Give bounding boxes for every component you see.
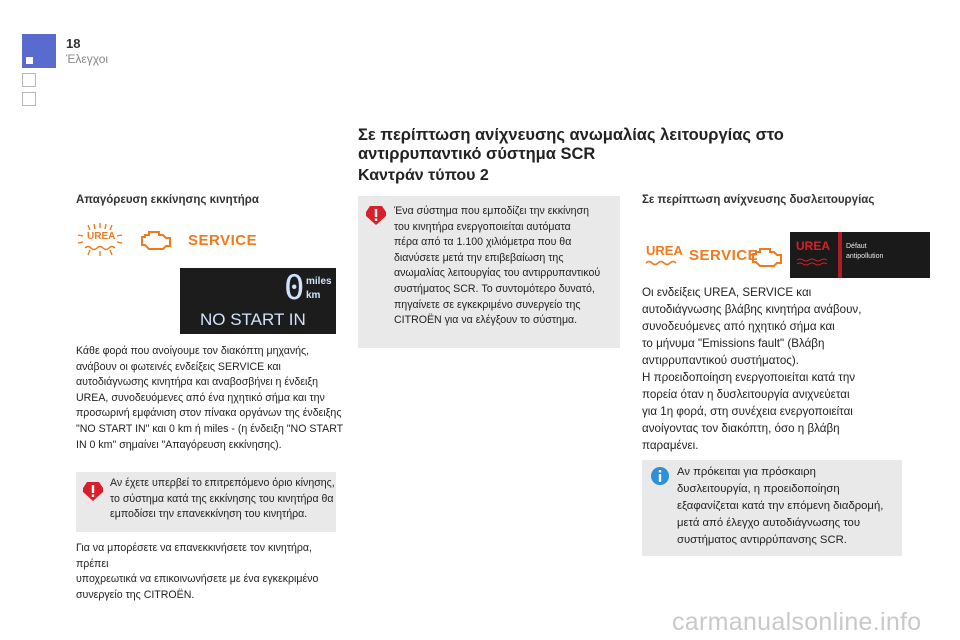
page-title-line: Σε περίπτωση ανίχνευσης ανωμαλίας λειτουργίας στο [358, 126, 784, 144]
text-line: υποχρεωτικά να επικοινωνήσετε με ένα εγκεκριμένο [76, 573, 319, 586]
display-value: 0 [284, 268, 305, 308]
text-line: το μήνυμα "Emissions fault" (Βλάβη [642, 337, 825, 350]
text-line: εξαφανίζεται κατά την επόμενη διαδρομή, [677, 500, 884, 512]
warning-icon [365, 204, 387, 226]
left-heading: Απαγόρευση εκκίνησης κινητήρα [76, 194, 259, 206]
text-line: διανύσετε μετά την επιβεβαίωση της [394, 251, 564, 264]
text-line: εμποδίσει την επανεκκίνηση του κινητήρα. [110, 508, 308, 521]
text-line: ανάβουν οι φωτεινές ενδείξεις SERVICE και [76, 360, 281, 373]
urea-wave-icon [796, 257, 830, 267]
text-line: IN 0 km" σημαίνει "Απαγόρευση εκκίνησης). [76, 438, 282, 451]
text-line: συνοδευόμενες από ηχητικό σήμα και [642, 320, 835, 333]
page-title [358, 126, 798, 164]
text-line: του κινητήρα ενεργοποιείται αυτόματα [394, 220, 571, 233]
page-number: 18 [66, 36, 81, 51]
warning-icon [82, 480, 104, 502]
chapter-tab-box [22, 73, 36, 87]
urea-label: UREA [646, 243, 683, 258]
section-label: Έλεγχοι [66, 52, 109, 66]
text-line: το σύστημα κατά της εκκίνησης του κινητήρα θα [110, 492, 334, 505]
left-body-text [76, 344, 346, 453]
display-unit-km: km [306, 290, 321, 301]
text-line: συστήματος SCR. Το συντομότερο δυνατό, [394, 282, 595, 295]
engine-icon [750, 244, 784, 270]
text-line: Η προειδοποίηση ενεργοποιείται κατά την [642, 371, 856, 384]
text-line: Για να μπορέσετε να επανεκκινήσετε τον κινητήρα, πρέπει [76, 542, 312, 570]
info-note-text [677, 464, 901, 549]
text-line: πηγαίνετε σε εγκεκριμένο συνεργείο της [394, 298, 581, 311]
warning-note-text [110, 476, 336, 523]
text-line: ανοίγοντας τον διακόπτη, όσο η βλάβη [642, 422, 840, 435]
urea-label: UREA [87, 231, 116, 242]
left-closing-text [76, 541, 346, 603]
engine-icon [139, 227, 173, 253]
text-line: παραμένει. [642, 439, 699, 452]
display-urea: UREA [796, 239, 831, 253]
text-line: αυτοδιάγνωσης βλάβης κινητήρα ανάβουν, [642, 303, 862, 316]
watermark: carmanualsonline.info [672, 608, 922, 636]
text-line: Οι ενδείξεις UREA, SERVICE και [642, 286, 812, 299]
service-label: SERVICE [188, 232, 258, 249]
middle-warning-text [394, 204, 618, 329]
info-icon [650, 466, 670, 486]
text-line: "NO START IN" και 0 km ή miles - (η ένδειξη "NO START [76, 422, 344, 435]
text-line: ανωμαλίας λειτουργίας του αντιρρυπαντικού [394, 267, 601, 280]
display-message: NO START IN [200, 310, 306, 329]
urea-wave-icon [645, 259, 681, 267]
text-line: συνεργείο της CITROËN. [76, 588, 195, 601]
display-divider [838, 232, 842, 278]
service-label: SERVICE [689, 247, 759, 264]
text-line: για 1η φορά, στη συνέχεια ενεργοποιείται [642, 405, 853, 418]
text-line: CITROËN για να ελέγξουν το σύστημα. [394, 314, 578, 327]
page-title-line: αντιρρυπαντικό σύστημα SCR [358, 145, 596, 163]
text-line: μετά από έλεγχο αυτοδιάγνωσης του [677, 517, 861, 529]
text-line: συστήματος αντιρρύπανσης SCR. [677, 534, 847, 546]
subtitle: Καντράν τύπου 2 [358, 167, 489, 184]
text-line: αυτοδιάγνωσης κινητήρα και αναβοσβήνει η ένδειξη [76, 376, 318, 389]
display-unit-miles: miles [306, 276, 332, 287]
text-line: Ένα σύστημα που εμποδίζει την εκκίνηση [394, 205, 590, 217]
chapter-tab-box [22, 92, 36, 106]
chapter-tab [22, 34, 56, 68]
text-line: πέρα από τα 1.100 χιλιόμετρα που θα [394, 236, 572, 249]
instrument-display [180, 268, 336, 334]
text-line: Κάθε φορά που ανοίγουμε τον διακόπτη μηχανής, [76, 345, 310, 357]
chapter-tab-marker [26, 57, 33, 64]
text-line: Αν πρόκειται για πρόσκαιρη [677, 466, 816, 478]
text-line: UREA, συνοδευόμενες από ένα ηχητικό σήμα και την [76, 391, 325, 404]
display-text-line1: Défaut [846, 243, 867, 250]
text-line: δυσλειτουργία, η προειδοποίηση [677, 483, 840, 495]
text-line: αντιρρυπαντικού συστήματος). [642, 354, 799, 367]
right-heading: Σε περίπτωση ανίχνευσης δυσλειτουργίας [642, 194, 875, 206]
right-body-text [642, 284, 932, 454]
text-line: προσωρινή εμφάνιση στον πίνακα οργάνων της ένδειξης [76, 407, 342, 420]
display-text-line2: antipollution [846, 253, 884, 260]
text-line: πορεία όταν η δυσλειτουργία ανιχνεύεται [642, 388, 850, 401]
text-line: Αν έχετε υπερβεί το επιτρεπόμενο όριο κίνησης, [110, 477, 335, 489]
urea-fault-display [790, 232, 930, 278]
